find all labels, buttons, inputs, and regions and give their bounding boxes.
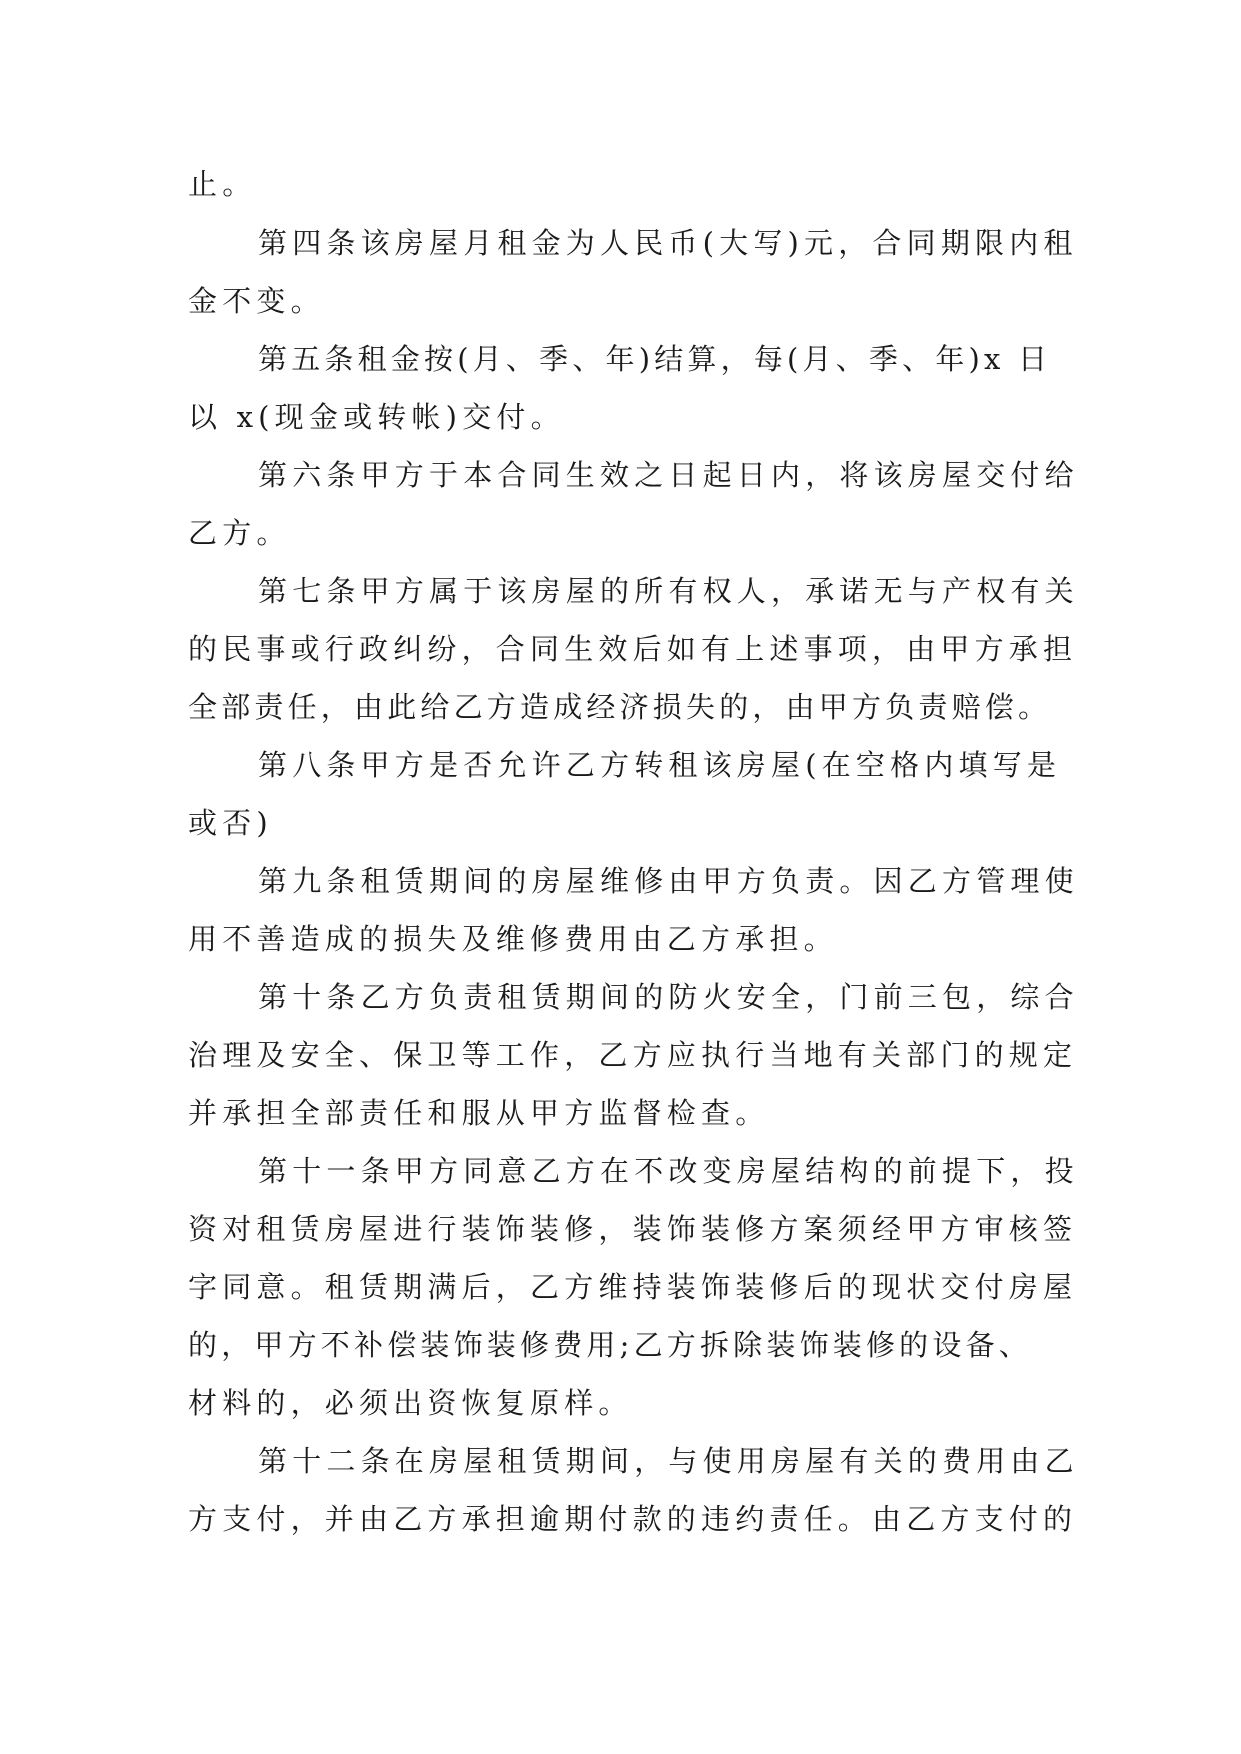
text-line: 止。 <box>188 167 257 201</box>
paragraph-article-8: 第八条甲方是否允许乙方转租该房屋(在空格内填写是 <box>258 748 1062 782</box>
paragraph-article-10: 第十条乙方负责租赁期间的防火安全，门前三包，综合 <box>258 980 1079 1014</box>
text-line: 资对租赁房屋进行装饰装修，装饰装修方案须经甲方审核签 <box>188 1212 1078 1246</box>
text-line: 的，甲方不补偿装饰装修费用;乙方拆除装饰装修的设备、 <box>188 1328 1032 1362</box>
text-line: 字同意。租赁期满后，乙方维持装饰装修后的现状交付房屋 <box>188 1270 1078 1304</box>
paragraph-article-5: 第五条租金按(月、季、年)结算，每(月、季、年)x 日 <box>258 342 1052 376</box>
text-line: 全部责任，由此给乙方造成经济损失的，由甲方负责赔偿。 <box>188 690 1052 724</box>
text-line: 或否) <box>188 806 273 840</box>
text-line: 乙方。 <box>188 516 291 550</box>
text-line: 并承担全部责任和服从甲方监督检查。 <box>188 1096 770 1130</box>
text-line: 以 x(现金或转帐)交付。 <box>188 400 565 434</box>
text-line: 材料的，必须出资恢复原样。 <box>188 1386 633 1420</box>
text-line: 的民事或行政纠纷，合同生效后如有上述事项，由甲方承担 <box>188 632 1078 666</box>
paragraph-article-4: 第四条该房屋月租金为人民币(大写)元，合同期限内租 <box>258 226 1078 260</box>
paragraph-article-11: 第十一条甲方同意乙方在不改变房屋结构的前提下，投 <box>258 1154 1079 1188</box>
text-line: 用不善造成的损失及维修费用由乙方承担。 <box>188 922 838 956</box>
text-line: 方支付，并由乙方承担逾期付款的违约责任。由乙方支付的 <box>188 1502 1078 1536</box>
text-line: 金不变。 <box>188 284 325 318</box>
paragraph-article-6: 第六条甲方于本合同生效之日起日内，将该房屋交付给 <box>258 458 1079 492</box>
text-line: 治理及安全、保卫等工作，乙方应执行当地有关部门的规定 <box>188 1038 1078 1072</box>
paragraph-article-9: 第九条租赁期间的房屋维修由甲方负责。因乙方管理使 <box>258 864 1079 898</box>
paragraph-article-12: 第十二条在房屋租赁期间，与使用房屋有关的费用由乙 <box>258 1444 1079 1478</box>
paragraph-article-7: 第七条甲方属于该房屋的所有权人，承诺无与产权有关 <box>258 574 1079 608</box>
